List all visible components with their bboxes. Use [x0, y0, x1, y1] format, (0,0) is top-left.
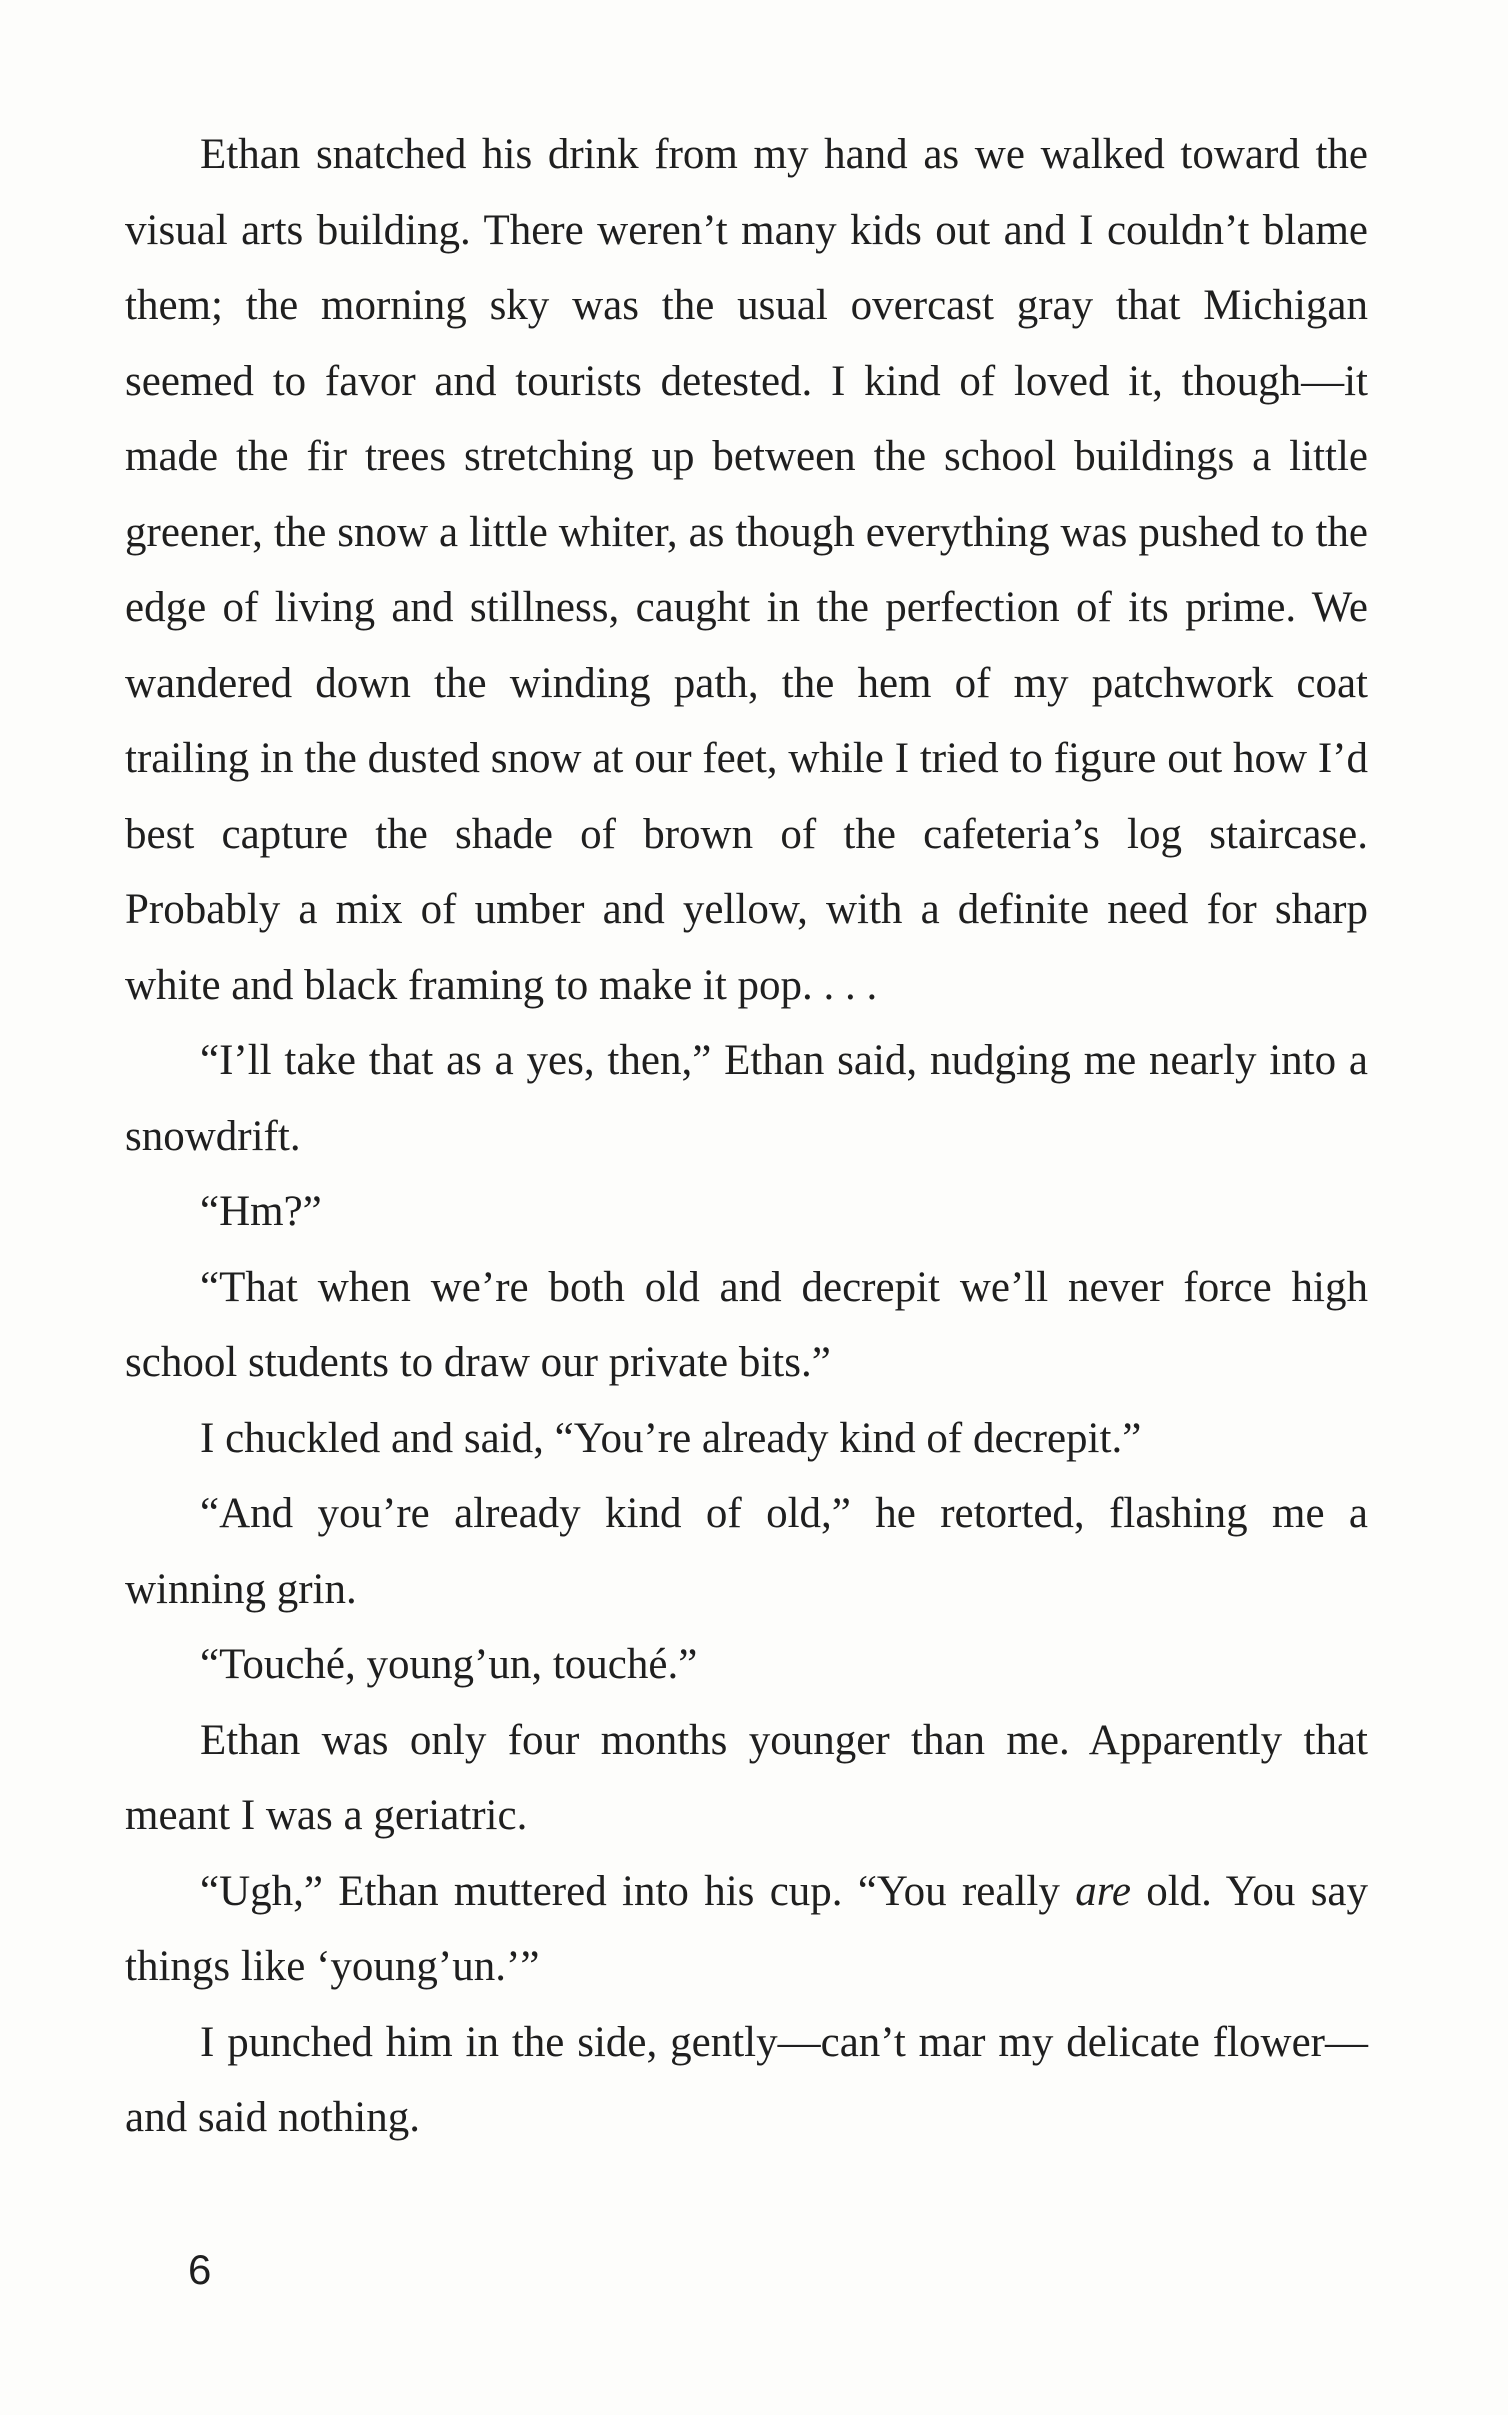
body-text: [125, 117, 1368, 2156]
paragraph-9-before: “Ugh,” Ethan muttered into his cup. “You really: [200, 1867, 1076, 1915]
paragraph-6: “And you’re already kind of old,” he retorted, flashing me a winning grin.: [125, 1490, 1368, 1613]
paragraph-4: “That when we’re both old and decrepit we’ll never force high school students to draw our private bits.”: [125, 1263, 1368, 1386]
paragraph-9-after: old. You say things like ‘young’un.’”: [125, 1867, 1369, 1990]
paragraph-9-emphasis: are: [1075, 1867, 1131, 1915]
page-number: 6: [188, 2246, 212, 2293]
paragraph-7: “Touché, young’un, touché.”: [200, 1641, 698, 1688]
paragraph-2: “I’ll take that as a yes, then,” Ethan said, nudging me nearly into a snowdrift.: [125, 1037, 1368, 1160]
paragraph-1: Ethan snatched his drink from my hand as we walked toward the visual arts building. There weren’t many kids out and I couldn’t blame them; the morning sky was the usual overcast gray that Michigan seemed to favor and tourists detested. I kind of loved it, though—it made the fir trees stretching up between the school buildings a little greener, the snow a little whiter, as though everything was pushed to the edge of living and stillness, caught in the perfection of its prime. We wandered down the winding path, the hem of my patchwork coat trailing in the dusted snow at our feet, while I tried to figure out how I’d best capture the shade of brown of the cafeteria’s log staircase. Probably a mix of umber and yellow, with a definite need for sharp white and black framing to make it pop. . . .: [125, 131, 1368, 1009]
paragraph-10: I punched him in the side, gently—can’t mar my delicate flower—and said nothing.: [125, 2018, 1368, 2141]
paragraph-8: Ethan was only four months younger than me. Apparently that meant I was a geriatric.: [125, 1716, 1368, 1839]
paragraph-3: “Hm?”: [200, 1188, 322, 1235]
paragraph-5: I chuckled and said, “You’re already kind of decrepit.”: [200, 1414, 1142, 1462]
paragraph-9: [125, 1854, 1368, 2005]
